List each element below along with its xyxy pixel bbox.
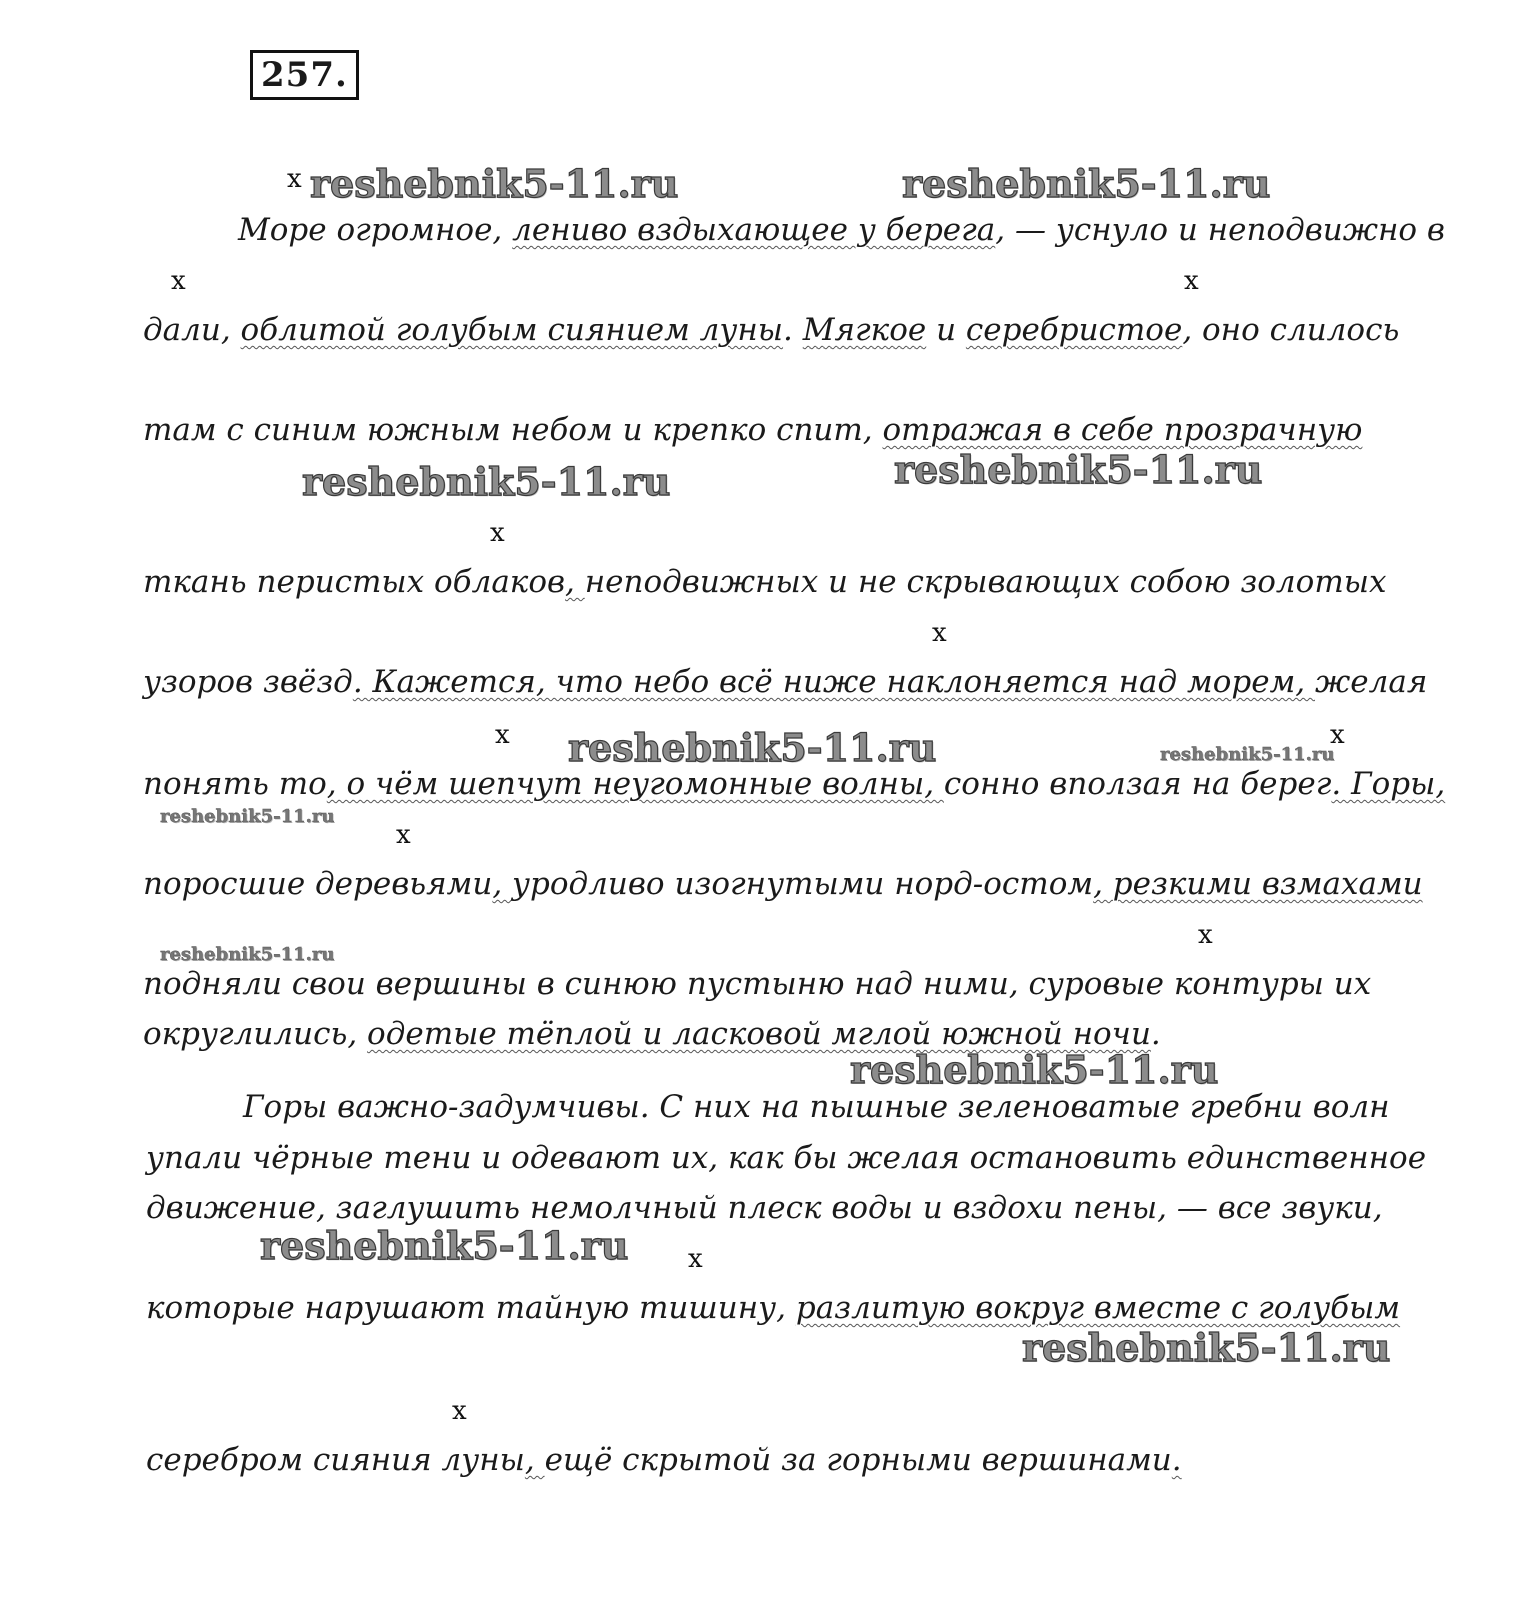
watermark: reshebnik5-11.ru: [302, 459, 671, 504]
text-segment: , — уснуло и неподвижно в: [995, 212, 1445, 248]
text-segment: сонно вползая на берег: [943, 766, 1332, 802]
text-line: [143, 864, 1423, 904]
underlined-phrase: одетые тёплой и ласковой мглой южной ночи: [367, 1016, 1151, 1052]
text-segment: упали чёрные тени и одевают их, как бы желая остановить единственное: [146, 1140, 1427, 1176]
text-segment: и: [926, 312, 966, 348]
text-line: [243, 1087, 1390, 1127]
text-segment: Море огромное,: [238, 212, 513, 248]
text-line: [146, 1138, 1426, 1178]
underlined-phrase: облитой голубым сиянием луны: [240, 312, 784, 348]
text-segment: ткань перистых облаков: [143, 564, 566, 600]
exercise-number: 257.: [250, 50, 359, 100]
mark-x: x: [1198, 920, 1213, 950]
watermark: reshebnik5-11.ru: [850, 1047, 1219, 1092]
underlined-phrase: ,: [492, 866, 513, 902]
text-segment: желая: [1315, 664, 1428, 700]
mark-x: x: [171, 266, 186, 296]
mark-x: x: [287, 164, 302, 194]
text-segment: Горы важно-задумчивы. С них на пышные зеленоватые гребни волн: [243, 1089, 1390, 1125]
text-line: [146, 1288, 1400, 1328]
text-line: [143, 410, 1362, 450]
mark-x: x: [490, 518, 505, 548]
underlined-phrase: разлитую вокруг вместе с голубым: [795, 1290, 1401, 1326]
text-line: [143, 562, 1386, 602]
mark-x: x: [1330, 720, 1345, 750]
mark-x: x: [396, 820, 411, 850]
mark-x: x: [495, 720, 510, 750]
underlined-phrase: .: [1171, 1442, 1182, 1478]
text-line: [143, 662, 1427, 702]
text-segment: .: [783, 312, 803, 348]
text-segment: неподвижных и не скрывающих собою золотых: [584, 564, 1387, 600]
text-segment: округлились,: [143, 1016, 368, 1052]
watermark: reshebnik5-11.ru: [160, 944, 335, 965]
watermark: reshebnik5-11.ru: [260, 1223, 629, 1268]
text-line: [143, 310, 1399, 350]
text-segment: подняли свои вершины в синюю пустыню над ними, суровые контуры их: [143, 966, 1372, 1002]
text-line: [146, 1440, 1182, 1480]
mark-x: x: [688, 1244, 703, 1274]
text-segment: поросшие деревьями: [143, 866, 493, 902]
text-line: [143, 764, 1445, 804]
watermark: reshebnik5-11.ru: [160, 806, 335, 827]
text-line: [143, 964, 1371, 1004]
text-segment: там с синим южным небом и крепко спит,: [143, 412, 883, 448]
underlined-phrase: , о чём шепчут неугомонные волны,: [326, 766, 944, 802]
text-segment: , оно слилось: [1182, 312, 1400, 348]
text-segment: узоров звёзд: [143, 664, 353, 700]
text-segment: движение, заглушить немолчный плеск воды и вздохи пены, — все звуки,: [146, 1190, 1383, 1226]
underlined-phrase: лениво вздыхающее у берега: [512, 212, 996, 248]
watermark: reshebnik5-11.ru: [310, 161, 679, 206]
underlined-phrase: , резкими взмахами: [1093, 866, 1423, 902]
text-segment: серебром сияния луны: [146, 1442, 525, 1478]
text-line: [238, 210, 1445, 250]
underlined-phrase: . Кажется, что небо всё ниже наклоняется над морем,: [352, 664, 1316, 700]
watermark: reshebnik5-11.ru: [1160, 744, 1335, 765]
underlined-phrase: Мягкое: [802, 312, 927, 348]
underlined-phrase: ,: [565, 564, 585, 600]
underlined-phrase: серебристое: [965, 312, 1183, 348]
underlined-phrase: ,: [524, 1442, 545, 1478]
watermark: reshebnik5-11.ru: [1022, 1325, 1391, 1370]
text-segment: которые нарушают тайную тишину,: [146, 1290, 796, 1326]
mark-x: x: [452, 1396, 467, 1426]
mark-x: x: [1184, 266, 1199, 296]
mark-x: x: [932, 618, 947, 648]
text-segment: ещё скрытой за горными вершинами: [544, 1442, 1172, 1478]
text-segment: уродливо изогнутыми норд-остом: [512, 866, 1094, 902]
watermark: reshebnik5-11.ru: [568, 725, 937, 770]
watermark: reshebnik5-11.ru: [894, 447, 1263, 492]
text-segment: .: [1150, 1016, 1161, 1052]
underlined-phrase: . Горы,: [1331, 766, 1446, 802]
text-segment: дали,: [143, 312, 241, 348]
watermark: reshebnik5-11.ru: [902, 161, 1271, 206]
text-line: [146, 1188, 1383, 1228]
text-segment: понять то: [143, 766, 327, 802]
underlined-phrase: отражая в себе прозрачную: [882, 412, 1363, 448]
